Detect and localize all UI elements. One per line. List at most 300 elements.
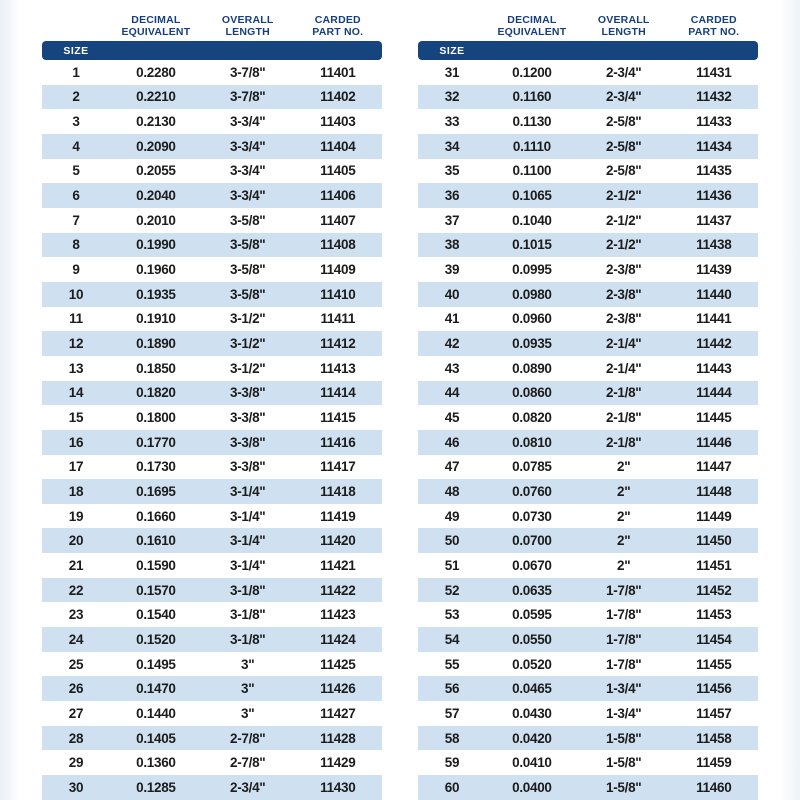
table-row [418, 356, 758, 381]
table-row [418, 405, 758, 430]
table-row [418, 602, 758, 627]
size-cell: 56 [444, 681, 460, 697]
size-cell: 10 [68, 286, 84, 302]
decimal-equivalent-cell: 0.2210 [136, 89, 176, 105]
part-no-cell: 11421 [320, 557, 356, 573]
overall-length-cell: 3-1/8" [230, 631, 266, 647]
size-cell: 35 [444, 163, 460, 179]
part-no-cell: 11457 [696, 705, 732, 721]
decimal-equivalent-cell: 0.0785 [512, 459, 552, 475]
part-no-cell: 11438 [696, 237, 732, 253]
overall-length-cell: 2-7/8" [230, 730, 266, 746]
part-no-cell: 11418 [320, 483, 356, 499]
part-no-cell: 11406 [320, 188, 356, 204]
overall-length-cell: 2-3/8" [606, 262, 642, 278]
size-cell: 27 [68, 705, 84, 721]
part-no-cell: 11411 [320, 311, 356, 327]
column-header-text: LENGTH [225, 25, 270, 38]
overall-length-cell: 2-3/8" [606, 286, 642, 302]
part-no-cell: 11450 [696, 533, 732, 549]
part-no-cell: 11423 [320, 607, 356, 623]
part-no-cell: 11449 [696, 508, 732, 524]
overall-length-cell: 3-3/4" [230, 188, 266, 204]
part-no-cell: 11422 [320, 582, 356, 598]
table-row [42, 405, 382, 430]
decimal-equivalent-cell: 0.1935 [136, 286, 176, 302]
part-no-cell: 11458 [696, 730, 732, 746]
table-row [42, 553, 382, 578]
overall-length-cell: 1-7/8" [606, 582, 642, 598]
overall-length-cell: 2-5/8" [606, 114, 642, 130]
part-no-cell: 11453 [696, 607, 732, 623]
part-no-cell: 11452 [696, 582, 732, 598]
decimal-equivalent-cell: 0.0700 [512, 533, 552, 549]
size-cell: 30 [68, 779, 84, 795]
part-no-cell: 11426 [320, 681, 356, 697]
size-cell: 49 [444, 508, 460, 524]
decimal-equivalent-cell: 0.1285 [136, 779, 176, 795]
table-row [418, 676, 758, 701]
decimal-equivalent-cell: 0.0760 [512, 483, 552, 499]
decimal-equivalent-cell: 0.0465 [512, 681, 552, 697]
table-row [42, 775, 382, 800]
decimal-equivalent-cell: 0.0980 [512, 286, 552, 302]
size-cell: 36 [444, 188, 460, 204]
column-header-text: DECIMAL [131, 14, 181, 26]
overall-length-cell: 3-1/4" [230, 557, 266, 573]
part-no-cell: 11460 [696, 779, 732, 795]
decimal-equivalent-cell: 0.1470 [136, 681, 176, 697]
decimal-equivalent-cell: 0.2055 [136, 163, 176, 179]
table-row [42, 652, 382, 677]
overall-length-cell: 1-3/4" [606, 681, 642, 697]
column-header-decimal-equivalent [486, 15, 578, 38]
size-cell: 60 [444, 779, 460, 795]
size-cell: 51 [444, 557, 460, 573]
table-row [42, 183, 382, 208]
table-row [418, 701, 758, 726]
table-row [418, 627, 758, 652]
part-no-cell: 11451 [696, 557, 732, 573]
overall-length-cell: 1-5/8" [606, 755, 642, 771]
table-body [42, 60, 382, 800]
table-row [418, 455, 758, 480]
decimal-equivalent-cell: 0.1065 [512, 188, 552, 204]
column-header-carded-part-no [294, 15, 382, 38]
table-row [42, 455, 382, 480]
part-no-cell: 11413 [320, 360, 356, 376]
table-row [418, 553, 758, 578]
overall-length-cell: 1-7/8" [606, 607, 642, 623]
size-cell: 15 [68, 410, 84, 426]
decimal-equivalent-cell: 0.1850 [136, 360, 176, 376]
part-no-cell: 11420 [320, 533, 356, 549]
size-cell: 31 [444, 64, 460, 80]
overall-length-cell: 3-3/8" [230, 410, 266, 426]
decimal-equivalent-cell: 0.1695 [136, 483, 176, 499]
part-no-cell: 11435 [696, 163, 732, 179]
part-no-cell: 11419 [320, 508, 356, 524]
overall-length-cell: 3-5/8" [230, 262, 266, 278]
decimal-equivalent-cell: 0.0890 [512, 360, 552, 376]
decimal-equivalent-cell: 0.2280 [136, 64, 176, 80]
decimal-equivalent-cell: 0.1520 [136, 631, 176, 647]
overall-length-cell: 3-1/4" [230, 483, 266, 499]
overall-length-cell: 2-3/4" [230, 779, 266, 795]
table-header [418, 6, 758, 60]
drill-size-table-left [42, 6, 382, 800]
size-cell: 40 [444, 286, 460, 302]
table-row [418, 85, 758, 110]
part-no-cell: 11437 [696, 212, 732, 228]
column-header-overall-length [578, 15, 670, 38]
column-header-row [42, 6, 382, 41]
decimal-equivalent-cell: 0.2040 [136, 188, 176, 204]
part-no-cell: 11455 [696, 656, 732, 672]
table-header [42, 6, 382, 60]
size-cell: 44 [444, 385, 460, 401]
table-row [418, 479, 758, 504]
decimal-equivalent-cell: 0.2010 [136, 212, 176, 228]
overall-length-cell: 2-3/4" [606, 64, 642, 80]
overall-length-cell: 3-3/8" [230, 459, 266, 475]
decimal-equivalent-cell: 0.1960 [136, 262, 176, 278]
table-row [42, 528, 382, 553]
column-header-text: PART NO. [688, 25, 740, 38]
part-no-cell: 11424 [320, 631, 356, 647]
decimal-equivalent-cell: 0.0550 [512, 631, 552, 647]
size-cell: 34 [444, 138, 460, 154]
size-cell: 45 [444, 410, 460, 426]
part-no-cell: 11459 [696, 755, 732, 771]
column-header-text: OVERALL [597, 14, 650, 26]
overall-length-cell: 2" [617, 533, 631, 549]
table-row [418, 578, 758, 603]
decimal-equivalent-cell: 0.1405 [136, 730, 176, 746]
overall-length-cell: 1-5/8" [606, 730, 642, 746]
part-no-cell: 11403 [320, 114, 356, 130]
table-row [418, 183, 758, 208]
part-no-cell: 11429 [320, 755, 356, 771]
overall-length-cell: 3" [241, 705, 255, 721]
size-cell: 54 [444, 631, 460, 647]
size-cell: 14 [68, 385, 84, 401]
part-no-cell: 11444 [696, 385, 732, 401]
table-row [42, 134, 382, 159]
size-cell: 39 [444, 262, 460, 278]
part-no-cell: 11425 [320, 656, 356, 672]
column-header-text: EQUIVALENT [497, 25, 567, 38]
part-no-cell: 11412 [320, 336, 356, 352]
size-cell: 17 [68, 459, 84, 475]
size-cell: 16 [68, 434, 84, 450]
table-row [42, 356, 382, 381]
table-row [418, 233, 758, 258]
column-header-row [418, 6, 758, 41]
decimal-equivalent-cell: 0.0960 [512, 311, 552, 327]
table-row [42, 257, 382, 282]
decimal-equivalent-cell: 0.1890 [136, 336, 176, 352]
decimal-equivalent-cell: 0.0410 [512, 755, 552, 771]
part-no-cell: 11432 [696, 89, 732, 105]
decimal-equivalent-cell: 0.1590 [136, 557, 176, 573]
decimal-equivalent-cell: 0.1200 [512, 64, 552, 80]
table-row [42, 627, 382, 652]
part-no-cell: 11456 [696, 681, 732, 697]
decimal-equivalent-cell: 0.0520 [512, 656, 552, 672]
size-cell: 3 [72, 114, 80, 130]
overall-length-cell: 1-3/4" [606, 705, 642, 721]
decimal-equivalent-cell: 0.1495 [136, 656, 176, 672]
size-cell: 25 [68, 656, 84, 672]
part-no-cell: 11436 [696, 188, 732, 204]
table-row [418, 307, 758, 332]
size-cell: 28 [68, 730, 84, 746]
overall-length-cell: 2-1/2" [606, 212, 642, 228]
overall-length-cell: 2-1/8" [606, 410, 642, 426]
table-row [42, 726, 382, 751]
decimal-equivalent-cell: 0.0400 [512, 779, 552, 795]
overall-length-cell: 2" [617, 557, 631, 573]
decimal-equivalent-cell: 0.1130 [512, 114, 552, 130]
table-row [42, 307, 382, 332]
part-no-cell: 11428 [320, 730, 356, 746]
table-row [418, 750, 758, 775]
decimal-equivalent-cell: 0.1440 [136, 705, 176, 721]
column-header-text: CARDED [314, 14, 361, 26]
decimal-equivalent-cell: 0.2130 [136, 114, 176, 130]
overall-length-cell: 2-3/4" [606, 89, 642, 105]
size-cell: 9 [72, 262, 80, 278]
size-cell: 38 [444, 237, 460, 253]
part-no-cell: 11407 [320, 212, 356, 228]
size-cell: 59 [444, 755, 460, 771]
overall-length-cell: 2-1/2" [606, 237, 642, 253]
decimal-equivalent-cell: 0.0730 [512, 508, 552, 524]
table-body [418, 60, 758, 800]
column-header-carded-part-no [670, 15, 758, 38]
decimal-equivalent-cell: 0.1990 [136, 237, 176, 253]
part-no-cell: 11430 [320, 779, 356, 795]
size-cell: 53 [444, 607, 460, 623]
column-header-decimal-equivalent [110, 15, 202, 38]
size-cell: 5 [72, 163, 80, 179]
decimal-equivalent-cell: 0.0430 [512, 705, 552, 721]
column-header-size: SIZE [63, 44, 89, 57]
column-header-text: CARDED [690, 14, 737, 26]
overall-length-cell: 2-1/4" [606, 336, 642, 352]
table-row [42, 60, 382, 85]
decimal-equivalent-cell: 0.0820 [512, 410, 552, 426]
part-no-cell: 11442 [696, 336, 732, 352]
decimal-equivalent-cell: 0.1800 [136, 410, 176, 426]
overall-length-cell: 3-3/8" [230, 385, 266, 401]
table-row [418, 257, 758, 282]
column-header-size: SIZE [439, 44, 465, 57]
size-cell: 55 [444, 656, 460, 672]
part-no-cell: 11440 [696, 286, 732, 302]
part-no-cell: 11431 [696, 64, 732, 80]
table-row [418, 159, 758, 184]
size-cell: 22 [68, 582, 84, 598]
decimal-equivalent-cell: 0.1820 [136, 385, 176, 401]
part-no-cell: 11427 [320, 705, 356, 721]
table-row [418, 282, 758, 307]
decimal-equivalent-cell: 0.1100 [512, 163, 552, 179]
table-row [418, 726, 758, 751]
overall-length-cell: 3-7/8" [230, 89, 266, 105]
overall-length-cell: 2-7/8" [230, 755, 266, 771]
size-cell: 47 [444, 459, 460, 475]
overall-length-cell: 3-1/2" [230, 336, 266, 352]
table-row [418, 134, 758, 159]
decimal-equivalent-cell: 0.0995 [512, 262, 552, 278]
size-cell: 11 [69, 311, 83, 327]
part-no-cell: 11417 [320, 459, 356, 475]
decimal-equivalent-cell: 0.0935 [512, 336, 552, 352]
overall-length-cell: 3-1/2" [230, 311, 266, 327]
table-row [418, 381, 758, 406]
overall-length-cell: 3" [241, 681, 255, 697]
decimal-equivalent-cell: 0.2090 [136, 138, 176, 154]
table-row [418, 504, 758, 529]
overall-length-cell: 1-7/8" [606, 631, 642, 647]
size-cell: 2 [72, 89, 80, 105]
size-cell: 1 [72, 64, 80, 80]
table-row [418, 430, 758, 455]
overall-length-cell: 2-1/8" [606, 385, 642, 401]
column-header-text: EQUIVALENT [121, 25, 191, 38]
part-no-cell: 11439 [696, 262, 732, 278]
part-no-cell: 11441 [696, 311, 732, 327]
part-no-cell: 11416 [320, 434, 356, 450]
overall-length-cell: 3-1/2" [230, 360, 266, 376]
part-no-cell: 11405 [320, 163, 356, 179]
decimal-equivalent-cell: 0.0860 [512, 385, 552, 401]
size-cell: 50 [444, 533, 460, 549]
table-row [418, 528, 758, 553]
table-row [418, 331, 758, 356]
size-cell: 8 [72, 237, 80, 253]
overall-length-cell: 2" [617, 459, 631, 475]
table-row [42, 381, 382, 406]
overall-length-cell: 3-5/8" [230, 286, 266, 302]
decimal-equivalent-cell: 0.1570 [136, 582, 176, 598]
size-cell: 13 [68, 360, 84, 376]
part-no-cell: 11434 [696, 138, 732, 154]
overall-length-cell: 2-1/8" [606, 434, 642, 450]
size-cell: 26 [68, 681, 84, 697]
part-no-cell: 11445 [696, 410, 732, 426]
part-no-cell: 11446 [696, 434, 732, 450]
overall-length-cell: 2-1/4" [606, 360, 642, 376]
overall-length-cell: 3-3/4" [230, 163, 266, 179]
table-row [42, 479, 382, 504]
part-no-cell: 11433 [696, 114, 732, 130]
overall-length-cell: 3-5/8" [230, 212, 266, 228]
decimal-equivalent-cell: 0.1360 [136, 755, 176, 771]
decimal-equivalent-cell: 0.1540 [136, 607, 176, 623]
table-row [42, 750, 382, 775]
table-row [42, 701, 382, 726]
size-cell: 19 [68, 508, 84, 524]
overall-length-cell: 1-5/8" [606, 779, 642, 795]
table-row [418, 208, 758, 233]
decimal-equivalent-cell: 0.1015 [512, 237, 552, 253]
size-cell: 7 [72, 212, 80, 228]
table-row [42, 85, 382, 110]
overall-length-cell: 3-3/4" [230, 138, 266, 154]
table-row [42, 676, 382, 701]
decimal-equivalent-cell: 0.1730 [136, 459, 176, 475]
table-row [42, 109, 382, 134]
part-no-cell: 11443 [696, 360, 732, 376]
part-no-cell: 11410 [320, 286, 356, 302]
overall-length-cell: 3-1/4" [230, 508, 266, 524]
size-cell: 41 [444, 311, 460, 327]
size-cell: 32 [444, 89, 460, 105]
size-cell: 23 [68, 607, 84, 623]
size-cell: 12 [68, 336, 84, 352]
decimal-equivalent-cell: 0.1610 [136, 533, 176, 549]
overall-length-cell: 3-3/4" [230, 114, 266, 130]
table-row [42, 504, 382, 529]
table-row [42, 430, 382, 455]
table-row [42, 159, 382, 184]
overall-length-cell: 3-1/4" [230, 533, 266, 549]
size-cell: 33 [444, 114, 460, 130]
table-row [42, 208, 382, 233]
part-no-cell: 11402 [320, 89, 356, 105]
decimal-equivalent-cell: 0.1160 [512, 89, 552, 105]
header-navy-band [418, 41, 758, 60]
overall-length-cell: 2-3/8" [606, 311, 642, 327]
overall-length-cell: 2" [617, 508, 631, 524]
table-row [418, 775, 758, 800]
decimal-equivalent-cell: 0.1110 [512, 138, 551, 154]
column-header-overall-length [202, 15, 294, 38]
size-cell: 20 [68, 533, 84, 549]
overall-length-cell: 3-5/8" [230, 237, 266, 253]
column-header-text: LENGTH [601, 25, 646, 38]
drill-size-table-right [418, 6, 758, 800]
part-no-cell: 11454 [696, 631, 732, 647]
size-cell: 21 [68, 557, 84, 573]
decimal-equivalent-cell: 0.0635 [512, 582, 552, 598]
column-header-text: DECIMAL [507, 14, 557, 26]
part-no-cell: 11408 [320, 237, 356, 253]
decimal-equivalent-cell: 0.1660 [136, 508, 176, 524]
decimal-equivalent-cell: 0.1910 [136, 311, 176, 327]
decimal-equivalent-cell: 0.0810 [512, 434, 552, 450]
overall-length-cell: 3-1/8" [230, 607, 266, 623]
part-no-cell: 11414 [320, 385, 356, 401]
size-cell: 52 [444, 582, 460, 598]
overall-length-cell: 1-7/8" [606, 656, 642, 672]
size-cell: 37 [444, 212, 460, 228]
part-no-cell: 11415 [320, 410, 356, 426]
overall-length-cell: 2" [617, 483, 631, 499]
size-cell: 4 [72, 138, 80, 154]
table-row [42, 282, 382, 307]
size-cell: 24 [68, 631, 84, 647]
decimal-equivalent-cell: 0.0670 [512, 557, 552, 573]
size-cell: 58 [444, 730, 460, 746]
overall-length-cell: 2-1/2" [606, 188, 642, 204]
table-row [42, 331, 382, 356]
size-cell: 42 [444, 336, 460, 352]
size-cell: 6 [72, 188, 80, 204]
